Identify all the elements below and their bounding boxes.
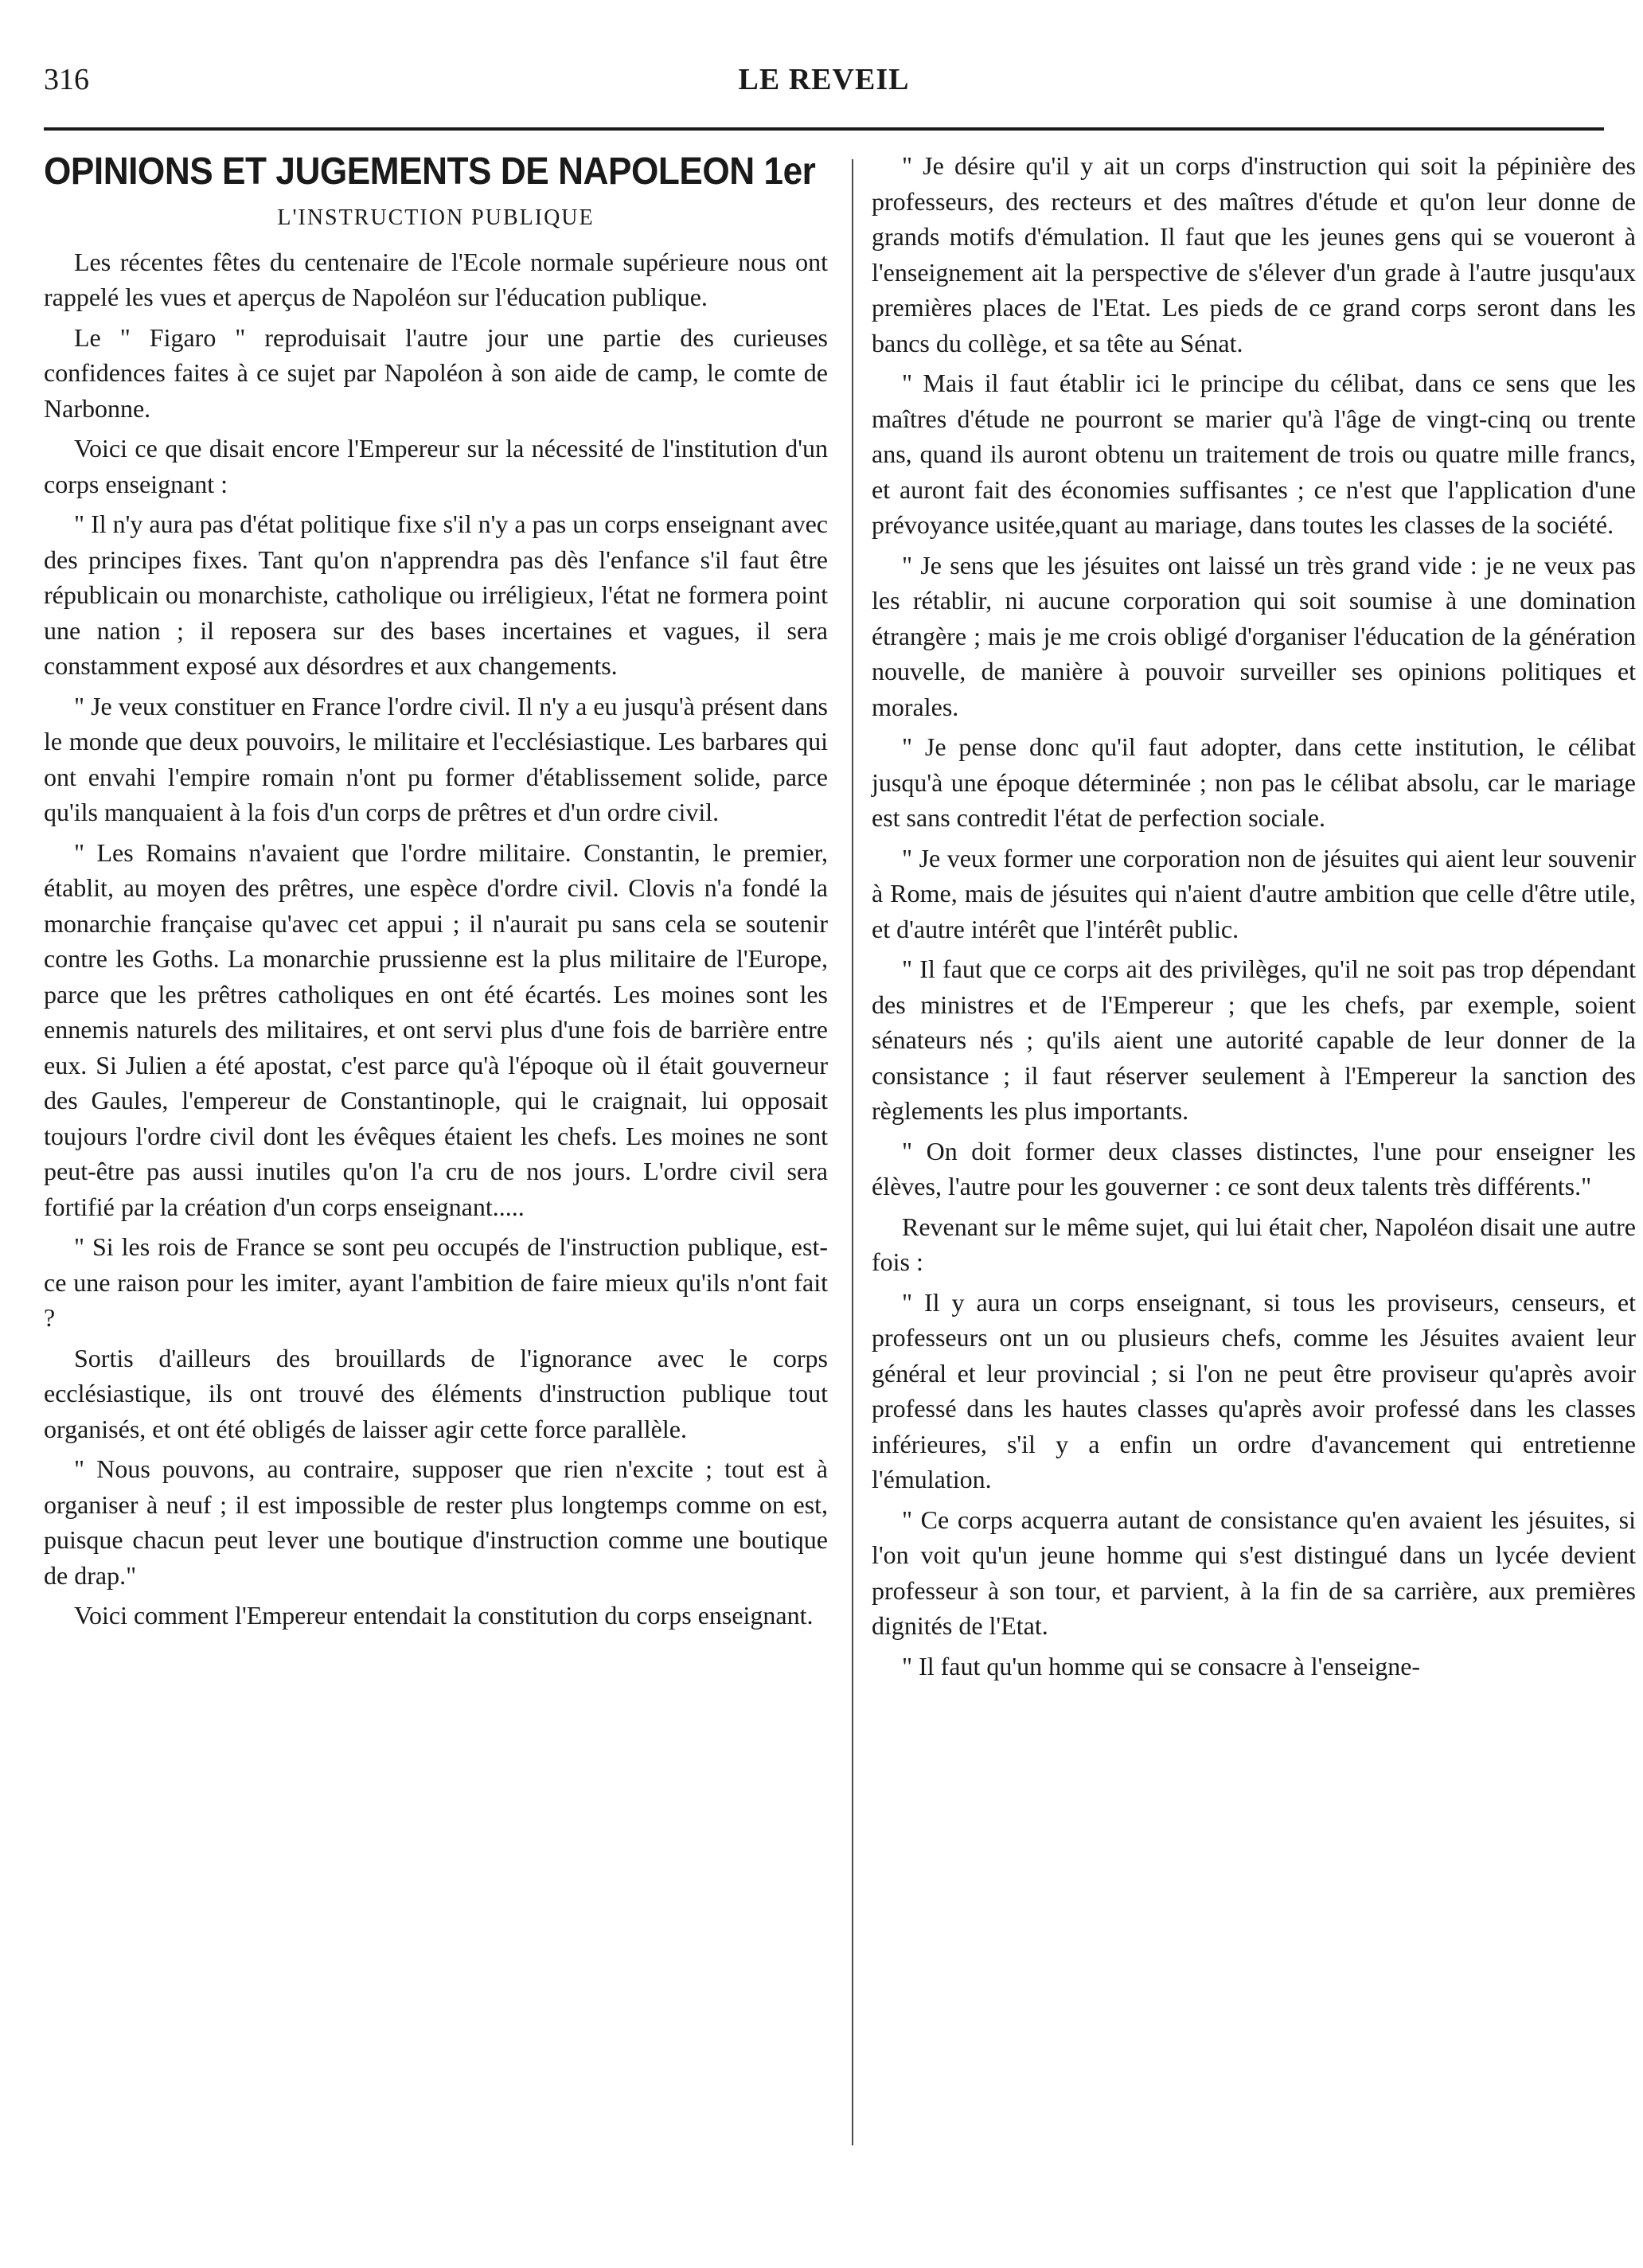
right-column <box>872 148 1636 1684</box>
running-title: LE REVEIL <box>738 63 910 96</box>
section-title: L'INSTRUCTION PUBLIQUE <box>277 205 595 230</box>
paragraph: " Je veux former une corporation non de jésuites qui aient leur souvenir à Rome, mais de jésuites qui n'aient d'autre ambition que celle d'être utile, et d'autre intérêt que l'intérêt public. <box>872 843 1636 943</box>
column-divider <box>852 159 853 2145</box>
paragraph: " Je sens que les jésuites ont laissé un très grand vide : je ne veux pas les rétablir, ni aucune corporation qui soit soumise à une domination étrangère ; mais je me crois obligé d'organiser l'éducation de la génération nouvelle, de manière à pouvoir surveiller ses opinions politiques et morales. <box>872 550 1636 721</box>
paragraph: " Si les rois de France se sont peu occupés de l'instruction publique, est-ce une raison pour les imiter, ayant l'ambition de faire mieux qu'ils n'ont fait ? <box>44 1232 828 1332</box>
header-rule <box>44 127 1604 131</box>
paragraph: Revenant sur le même sujet, qui lui était cher, Napoléon disait une autre fois : <box>872 1212 1636 1276</box>
left-column <box>44 148 828 1634</box>
article-title: OPINIONS ET JUGEMENTS DE NAPOLEON 1er <box>44 150 816 193</box>
paragraph: " Je veux constituer en France l'ordre civil. Il n'y a eu jusqu'à présent dans le monde que deux pouvoirs, le militaire et l'ecclésiastique. Les barbares qui ont envahi l'empire romain n'ont pu former d'établissement solide, parce qu'ils manquaient à la fois d'un corps de prêtres et d'un ordre civil. <box>44 691 828 826</box>
paragraph: " Les Romains n'avaient que l'ordre militaire. Constantin, le premier, établit, au moyen des prêtres, une espèce d'ordre civil. Clovis n'a fondé la monarchie française qu'avec cet appui ; il n'aurait pu sans cela se soutenir contre les Goths. La monarchie prussienne est la plus militaire de l'Europe, parce que les prêtres catholiques en ont été écartés. Les moines sont les ennemis naturels des militaires, et ont servi plus d'une fois de barrière entre eux. Si Julien a été apostat, c'est parce qu'à l'époque où il était gouverneur des Gaules, l'empereur de Constantinople, qui le craignait, lui opposait toujours l'ordre civil dont les évêques étaient les chefs. Les moines ne sont peut-être pas aussi inutiles qu'on l'a cru de nos jours. L'ordre civil sera fortifié par la création d'un corps enseignant..... <box>44 837 828 1221</box>
paragraph: " Il faut que ce corps ait des privilèges, qu'il ne soit pas trop dépendant des ministres et de l'Empereur ; que les chefs, par exemple, soient sénateurs nés ; qu'ils aient une autorité capable de leur donner de la consistance ; il faut réserver seulement à l'Empereur la sanction des règlements les plus importants. <box>872 954 1636 1125</box>
paragraph: Sortis d'ailleurs des brouillards de l'ignorance avec le corps ecclésiastique, ils ont trouvé des éléments d'instruction publique tout organisés, et ont été obligés de laisser agir cette force parallèle. <box>44 1343 828 1443</box>
page-number: 316 <box>44 63 89 96</box>
paragraph: " Mais il faut établir ici le principe du célibat, dans ce sens que les maîtres d'étude ne pourront se marier qu'à l'âge de vingt-cinq ou trente ans, quand ils auront obtenu un traitement de trois ou quatre mille francs, et auront fait des économies suffisantes ; ce n'est que l'application d'une prévoyance usitée,quant au mariage, dans toutes les classes de la société. <box>872 369 1636 539</box>
paragraph: " Nous pouvons, au contraire, supposer que rien n'excite ; tout est à organiser à neuf ; il est impossible de rester plus longtemps comme on est, puisque chacun peut lever une boutique d'instruction comme une boutique de drap." <box>44 1454 828 1590</box>
paragraph: Voici comment l'Empereur entendait la constitution du corps enseignant. <box>74 1601 814 1630</box>
paragraph: " Il y aura un corps enseignant, si tous les proviseurs, censeurs, et professeurs ont un ou plusieurs chefs, comme les Jésuites avaient leur général et leur provincial ; si l'on ne peut être proviseur qu'après avoir professé dans les hautes classes qu'après avoir professé dans les classes inférieures, s'il y a enfin un ordre d'avancement qui entretienne l'émulation. <box>872 1287 1636 1493</box>
paragraph: " Je désire qu'il y ait un corps d'instruction qui soit la pépinière des professeurs, des recteurs et des maîtres d'étude et qu'on leur donne de grands motifs d'émulation. Il faut que les jeunes gens qui se voueront à l'enseignement ait la perspective de s'élever d'un grade à l'autre jusqu'aux premières places de l'Etat. Les pieds de ce grand corps seront dans les bancs du collège, et sa tête au Sénat. <box>872 151 1636 357</box>
paragraph: Le " Figaro " reproduisait l'autre jour une partie des curieuses confidences faites à ce sujet par Napoléon à son aide de camp, le comte de Narbonne. <box>44 322 828 423</box>
paragraph: " Je pense donc qu'il faut adopter, dans cette institution, le célibat jusqu'à une époque déterminée ; non pas le célibat absolu, car le mariage est sans contredit l'état de perfection sociale. <box>872 732 1636 832</box>
paragraph: Voici ce que disait encore l'Empereur sur la nécessité de l'institution d'un corps enseignant : <box>44 434 828 498</box>
page-header <box>44 62 1604 126</box>
paragraph: Les récentes fêtes du centenaire de l'Ecole normale supérieure nous ont rappelé les vues et aperçus de Napoléon sur l'éducation publique. <box>44 247 828 311</box>
paragraph: " Ce corps acquerra autant de consistance qu'en avaient les jésuites, si l'on voit qu'un jeune homme qui s'est distingué dans un lycée devient professeur à son tour, et parvient, à la fin de sa carrière, aux premières dignités de l'Etat. <box>872 1505 1636 1640</box>
paragraph: " Il n'y aura pas d'état politique fixe s'il n'y a pas un corps enseignant avec des principes fixes. Tant qu'on n'apprendra pas dès l'enfance s'il faut être républicain ou monarchiste, catholique ou irréligieux, l'état ne formera point une nation ; il reposera sur des bases incertaines et vagues, il sera constamment exposé aux désordres et aux changements. <box>44 509 828 680</box>
paragraph: " Il faut qu'un homme qui se consacre à l'enseigne- <box>902 1651 1421 1681</box>
paragraph: " On doit former deux classes distinctes, l'une pour enseigner les élèves, l'autre pour les gouverner : ce sont deux talents très différents." <box>872 1136 1636 1200</box>
